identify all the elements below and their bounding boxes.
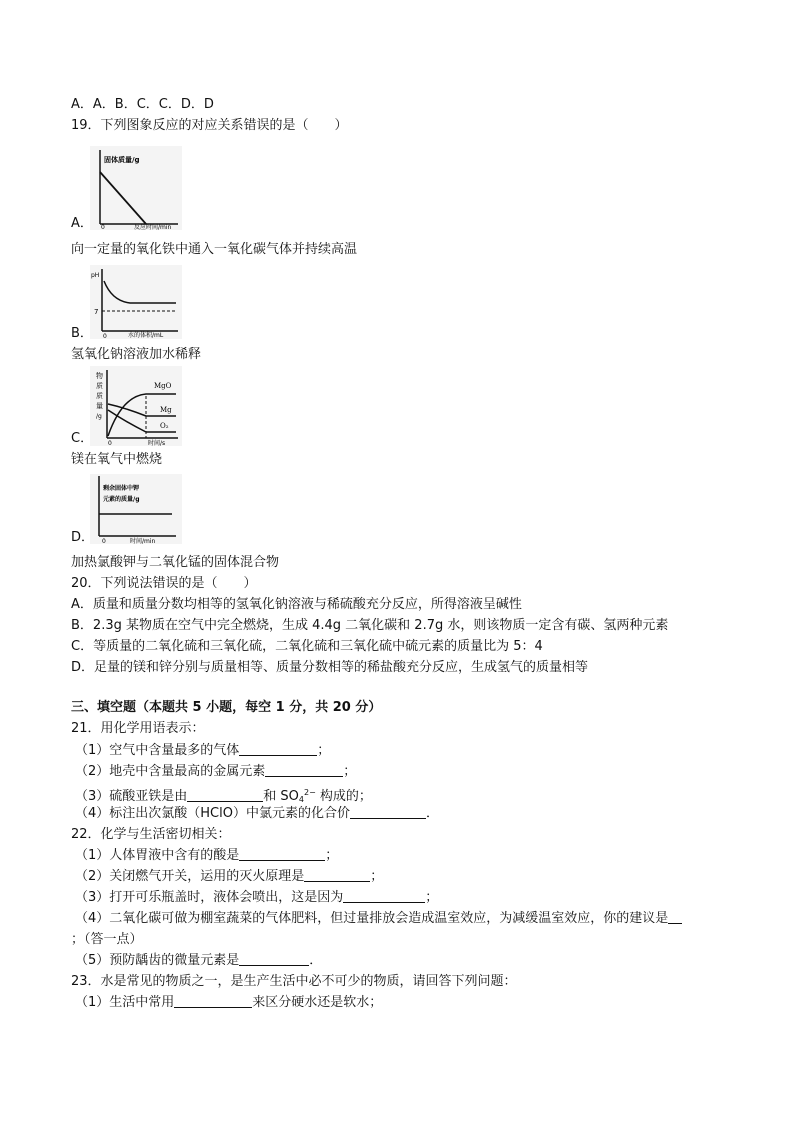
answer-blank[interactable]: [239, 952, 309, 966]
q22-part-4-note: ；（答一点）: [71, 932, 143, 947]
q22-stem: 22．化学与生活密切相关：: [71, 827, 231, 842]
graph-c-label-o2: O₂: [160, 422, 169, 430]
answer-blank[interactable]: [187, 788, 263, 802]
graph-a-ylabel: 固体质量/g: [104, 156, 140, 164]
graph-c-ylabel-4: 量: [96, 402, 103, 410]
graph-c: [90, 366, 182, 446]
graph-a: [90, 146, 182, 230]
q22-part-3: （3）打开可乐瓶盖时，液体会喷出，这是因为 ；: [75, 890, 439, 905]
q23-part-1: （1）生活中常用 来区分硬水还是软水；: [75, 995, 383, 1010]
graph-c-ylabel-5: /g: [96, 413, 102, 420]
answer-blank[interactable]: [239, 847, 325, 861]
graph-c-caption: 镁在氧气中燃烧: [71, 452, 163, 467]
graph-d-letter: D．: [71, 530, 95, 545]
answer-blank[interactable]: [265, 763, 343, 777]
q22-part-4: （4）二氧化碳可做为棚室蔬菜的气体肥料，但过量排放会造成温室效应，为减缓温室效应，你的建议是: [75, 910, 682, 928]
graph-c-label-mgo: MgO: [154, 382, 172, 390]
graph-a-xlabel: 反应时间/min: [134, 224, 172, 230]
graph-a-caption: 向一定量的氧化铁中通入一氧化碳气体并持续高温: [71, 242, 358, 257]
q20-option-a: A．质量和质量分数均相等的氢氧化钠溶液与稀硫酸充分反应，所得溶液呈碱性: [71, 597, 522, 612]
answer-blank[interactable]: [343, 889, 425, 903]
q21-stem: 21．用化学用语表示：: [71, 721, 205, 736]
q22-part-2: （2）关闭燃气开关，运用的灭火原理是 ；: [75, 869, 384, 884]
q18-options: A．A．B．C．C．D．D: [71, 97, 214, 112]
graph-d-caption: 加热氯酸钾与二氧化锰的固体混合物: [71, 555, 280, 570]
graph-d-ylabel-2: 元素的质量/g: [103, 496, 140, 503]
answer-blank[interactable]: [304, 868, 370, 882]
section-3-heading: 三、填空题（本题共 5 小题，每空 1 分，共 20 分）: [71, 700, 382, 715]
answer-blank[interactable]: [239, 742, 317, 756]
graph-c-ylabel-2: 质: [96, 382, 103, 390]
graph-b: [90, 265, 182, 339]
q20-option-b: B．2.3g 某物质在空气中完全燃烧，生成 4.4g 二氧化碳和 2.7g 水，则该物质一定含有碳、氢两种元素: [71, 618, 669, 633]
graph-b-tick7: 7: [94, 308, 99, 316]
q20-stem: 20．下列说法错误的是（ ）: [71, 576, 257, 591]
graph-a-letter: A．: [71, 216, 93, 231]
graph-d-xlabel: 时间/min: [130, 538, 156, 544]
q23-stem: 23．水是常见的物质之一，是生产生活中必不可少的物质，请回答下列问题：: [71, 974, 517, 989]
q20-option-d: D．足量的镁和锌分别与质量相等、质量分数相等的稀盐酸充分反应，生成氢气的质量相等: [71, 660, 589, 675]
graph-d: [90, 474, 182, 544]
q21-part-2: （2）地壳中含量最高的金属元素 ；: [75, 764, 357, 779]
graph-b-xlabel: 水的体积/mL: [128, 332, 164, 339]
q22-part-5: （5）预防龋齿的微量元素是 ．: [75, 953, 323, 968]
q21-part-4: （4）标注出次氯酸（HClO）中氯元素的化合价 ．: [75, 806, 439, 821]
q19-stem: 19．下列图象反应的对应关系错误的是（ ）: [71, 118, 348, 133]
graph-b-letter: B．: [71, 326, 93, 341]
graph-b-ylabel: pH: [91, 272, 100, 279]
q20-option-c: C．等质量的二氧化硫和三氧化硫，二氧化硫和三氧化硫中硫元素的质量比为 5：4: [71, 639, 543, 654]
graph-d-ylabel-1: 剩余固体中钾: [103, 485, 140, 492]
graph-c-label-mg: Mg: [160, 406, 172, 414]
graph-b-origin: 0: [103, 333, 107, 339]
answer-blank[interactable]: [174, 994, 252, 1008]
graph-d-origin: 0: [102, 538, 106, 544]
q21-part-1: （1）空气中含量最多的气体 ；: [75, 743, 331, 758]
graph-c-origin: 0: [108, 440, 112, 446]
graph-c-letter: C．: [71, 431, 94, 446]
graph-c-ylabel-3: 质: [96, 392, 103, 400]
graph-b-caption: 氢氧化钠溶液加水稀释: [71, 347, 202, 362]
q21-part-3: （3）硫酸亚铁是由 和 $SO_4^{2-}$ 构成的；: [75, 788, 372, 804]
q22-part-1: （1）人体胃液中含有的酸是 ；: [75, 848, 339, 863]
answer-blank[interactable]: [350, 805, 426, 819]
answer-blank[interactable]: [668, 910, 682, 924]
graph-c-xlabel: 时间/s: [148, 440, 166, 446]
graph-c-ylabel-1: 物: [96, 372, 103, 380]
graph-a-origin: 0: [101, 224, 105, 230]
